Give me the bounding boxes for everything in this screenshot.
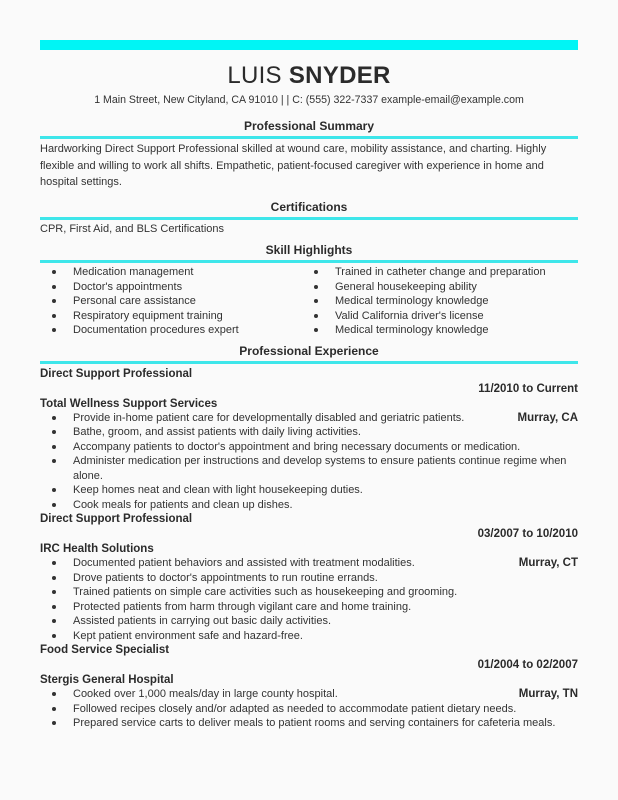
bullet-icon [52,416,56,420]
job-title: Food Service Specialist [40,644,170,656]
skill-item: General housekeeping ability [309,280,578,295]
skill-item: Medical terminology knowledge [309,323,578,338]
duty-item: Protected patients from harm through vigilant care and home training. [40,600,578,615]
bullet-icon [52,576,56,580]
skills-columns [40,265,578,338]
section-title-summary: Professional Summary [40,119,578,139]
job-duties [40,411,578,513]
duty-item: Trained patients on simple care activities such as housekeeping and grooming. [40,585,578,600]
duty-item: Keep homes neat and clean with light housekeeping duties. [40,483,578,498]
job-title: Direct Support Professional [40,513,193,525]
job-entry [40,643,578,731]
bullet-icon [52,605,56,609]
bullet-icon [314,270,318,274]
skills-left-column [40,265,309,338]
job-duties [40,556,578,643]
bullet-icon [52,561,56,565]
summary-text: Hardworking Direct Support Professional skilled at wound care, mobility assistance, and charting. Highly flexible and willing to work all shifts. Empathetic, patient-focused caregiver with experience in home and hospital settings. [40,143,547,188]
duty-item: Kept patient environment safe and hazard-free. [40,629,578,644]
bullet-icon [52,721,56,725]
contact-info: 1 Main Street, New Cityland, CA 91010 | | C: (555) 322-7337 example-email@example.com [94,94,524,106]
duty-item: Provide in-home patient care for developmentally disabled and geriatric patients. Murray, CA [40,411,578,426]
first-name: LUIS [227,62,282,89]
last-name: SNYDER [288,62,391,89]
job-company: Stergis General Hospital [40,674,174,686]
skill-item: Doctor's appointments [40,280,309,295]
certifications-section [40,200,578,238]
job-entry [40,512,578,643]
bullet-icon [52,299,56,303]
duty-item: Drove patients to doctor's appointments to run routine errands. [40,571,578,586]
bullet-icon [52,634,56,638]
section-title-certifications: Certifications [40,200,578,220]
skill-item: Documentation procedures expert [40,323,309,338]
skills-section [40,243,578,338]
candidate-name [40,62,578,90]
job-location: Murray, TN [518,688,578,700]
section-title-skills: Skill Highlights [40,243,578,263]
bullet-icon [52,285,56,289]
bullet-icon [52,430,56,434]
job-company: IRC Health Solutions [40,543,154,555]
section-title-experience: Professional Experience [40,344,578,364]
bullet-icon [52,590,56,594]
summary-section [40,119,578,191]
duty-item: Accompany patients to doctor's appointment and bring necessary documents or medication. [40,440,578,455]
bullet-icon [52,328,56,332]
bullet-icon [52,445,56,449]
bullet-icon [52,707,56,711]
bullet-icon [314,314,318,318]
job-location: Murray, CA [517,411,578,424]
skills-left-list [40,265,309,338]
duty-item: Documented patient behaviors and assisted with treatment modalities. Murray, CT [40,556,578,571]
bullet-icon [52,619,56,623]
skill-item: Valid California driver's license [309,309,578,324]
bullet-icon [52,314,56,318]
skills-right-list [309,265,578,338]
resume-page [40,40,578,731]
job-dates: 11/2010 to Current [478,382,578,395]
bullet-icon [314,285,318,289]
skill-item: Respiratory equipment training [40,309,309,324]
bullet-icon [314,328,318,332]
duty-item: Followed recipes closely and/or adapted as needed to accommodate patient dietary needs. [40,702,578,717]
job-dates: 01/2004 to 02/2007 [477,659,578,671]
accent-bar [40,40,578,50]
bullet-icon [52,270,56,274]
job-duties [40,687,578,731]
bullet-icon [314,299,318,303]
job-entry [40,367,578,513]
skill-item: Medication management [40,265,309,280]
skill-item: Trained in catheter change and preparation [309,265,578,280]
skill-item: Medical terminology knowledge [309,294,578,309]
duty-item: Cooked over 1,000 meals/day in large county hospital. Murray, TN [40,687,578,702]
duty-item: Cook meals for patients and clean up dishes. [40,498,578,513]
job-location: Murray, CT [518,557,578,569]
duty-item: Assisted patients in carrying out basic daily activities. [40,614,578,629]
duty-item: Prepared service carts to deliver meals to patient rooms and serving containers for cafeteria meals. [40,716,578,731]
duty-item: Administer medication per instructions and develop systems to ensure patients continue regime when alone. [40,454,578,483]
experience-section [40,344,578,731]
bullet-icon [52,503,56,507]
skill-item: Personal care assistance [40,294,309,309]
duty-item: Bathe, groom, and assist patients with daily living activities. [40,425,578,440]
skills-right-column [309,265,578,338]
bullet-icon [52,488,56,492]
job-title: Direct Support Professional [40,367,193,380]
bullet-icon [52,459,56,463]
certifications-text: CPR, First Aid, and BLS Certifications [40,222,225,235]
bullet-icon [52,692,56,696]
job-dates: 03/2007 to 10/2010 [477,528,578,540]
job-company: Total Wellness Support Services [40,397,218,410]
